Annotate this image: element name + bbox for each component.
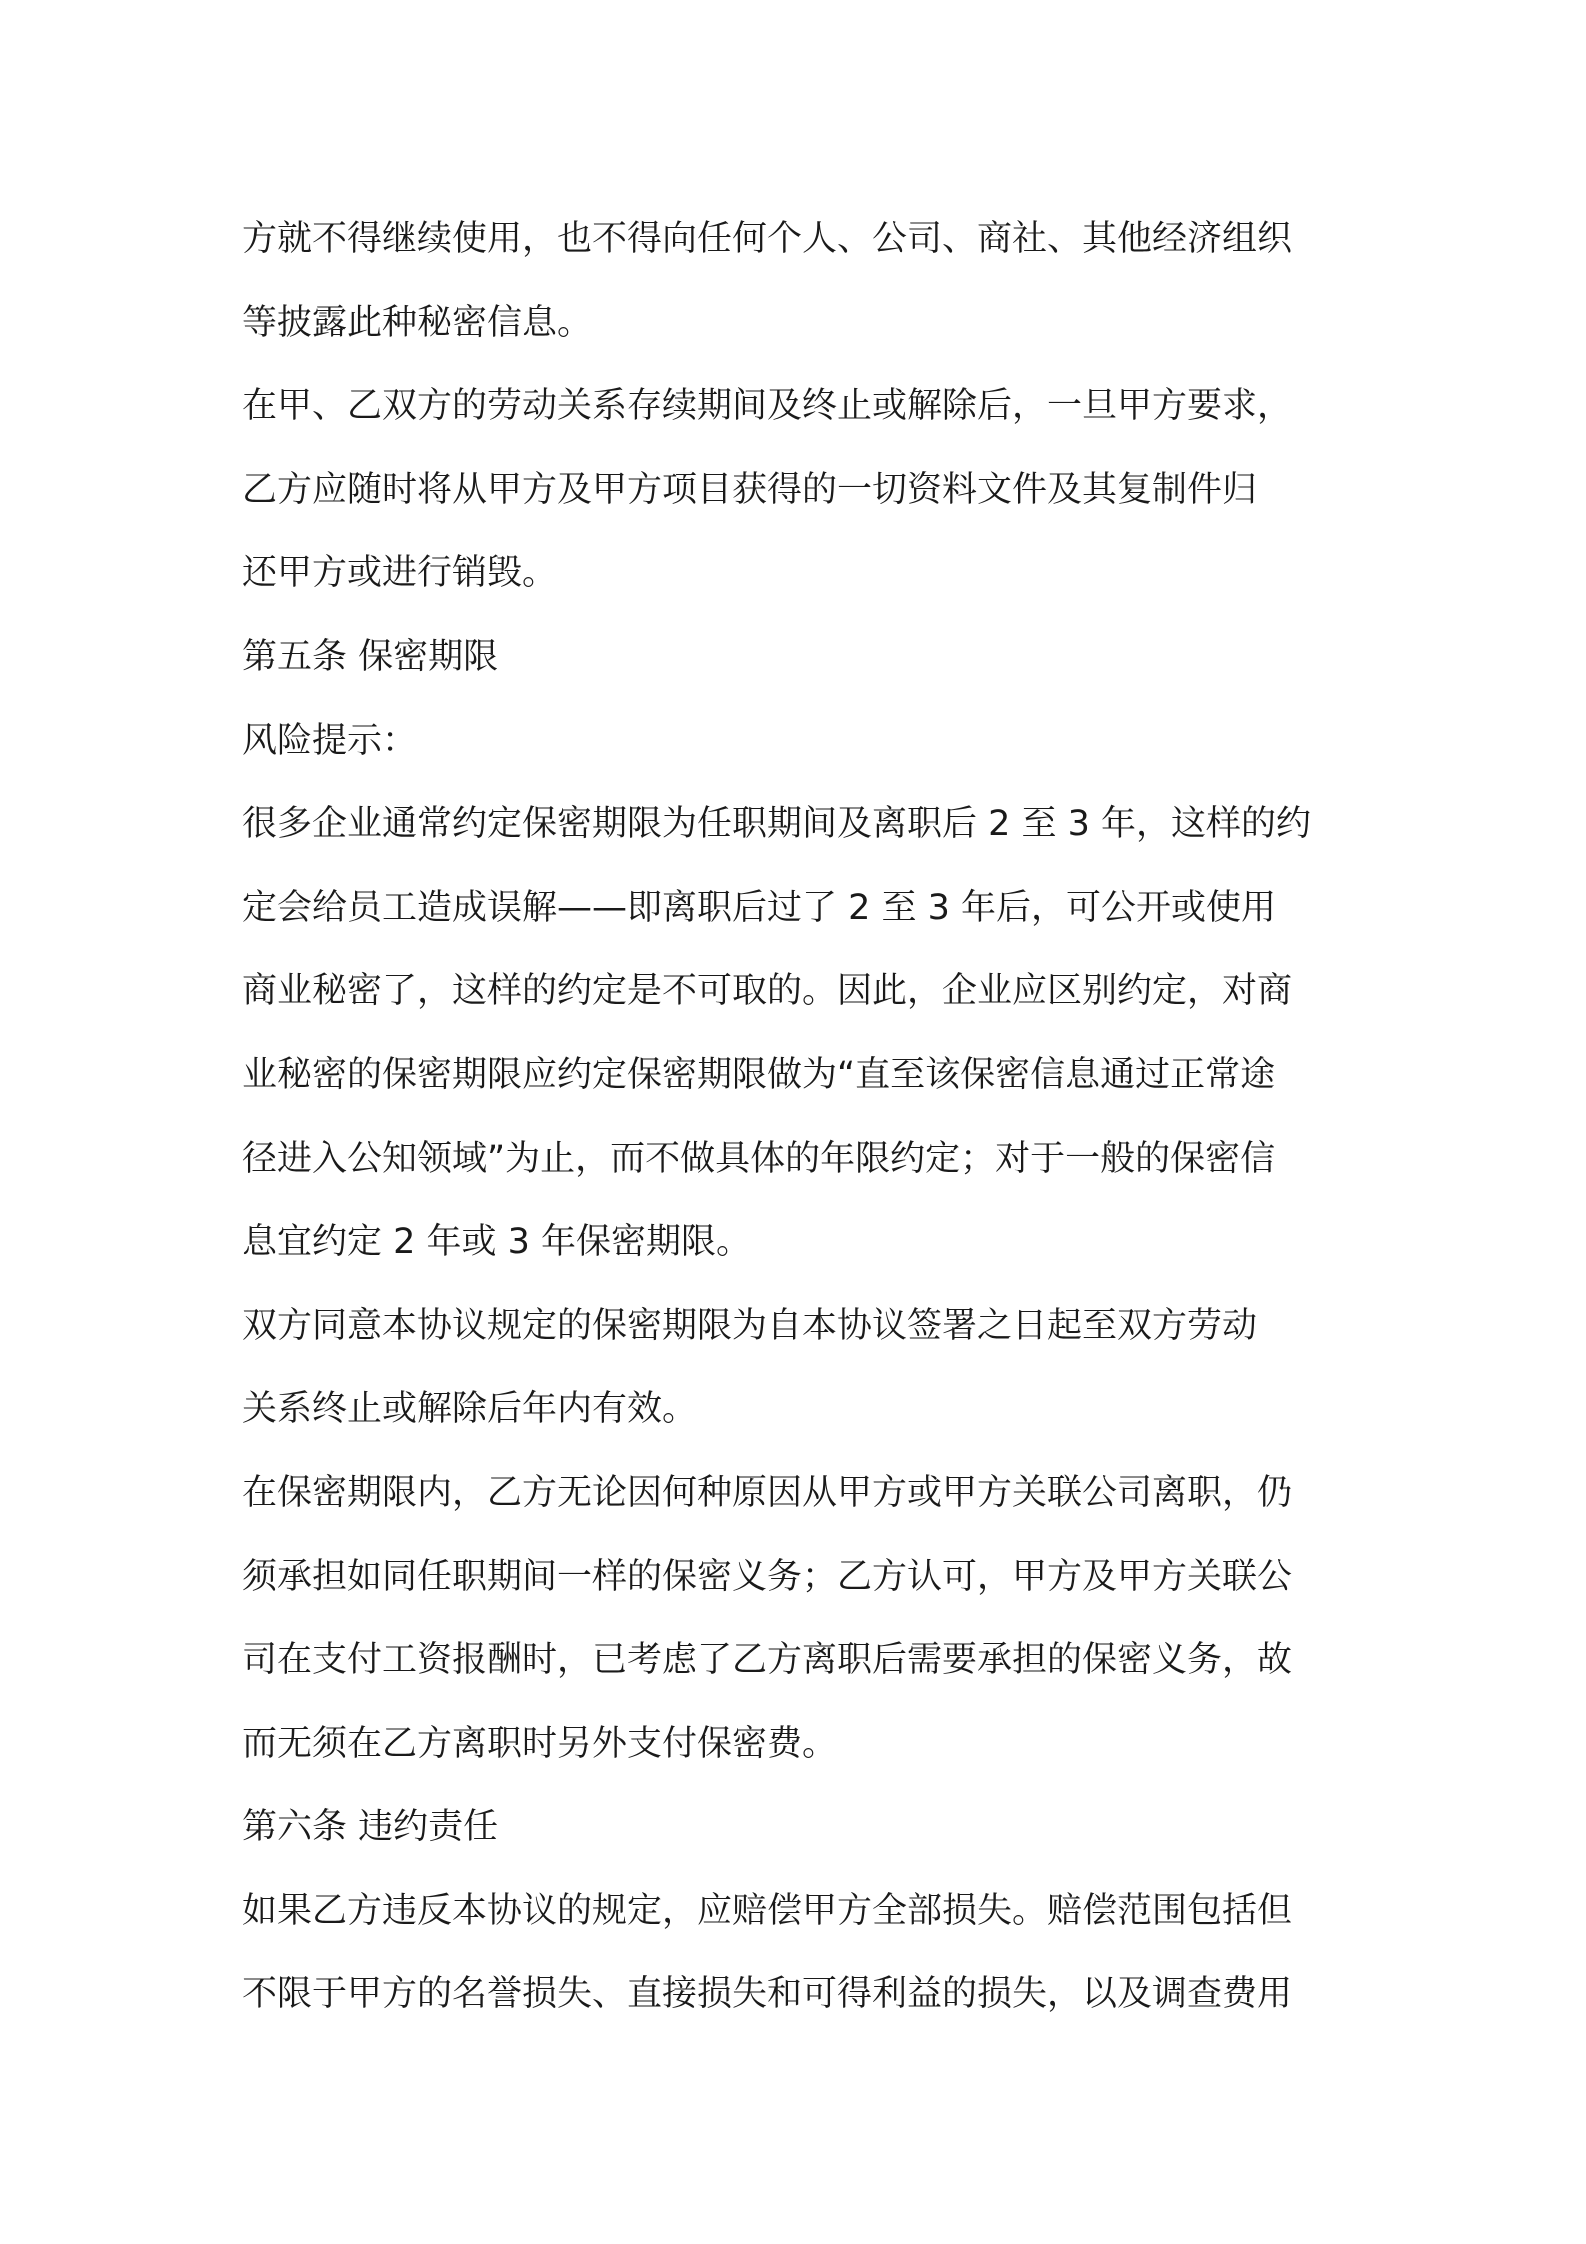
text-line: 方就不得继续使用，也不得向任何个人、公司、商社、其他经济组织 bbox=[242, 219, 1293, 259]
document-body bbox=[242, 198, 1357, 2037]
text-line: 很多企业通常约定保密期限为任职期间及离职后 2 至 3 年，这样的约 bbox=[242, 804, 1312, 845]
text-line: 双方同意本协议规定的保密期限为自本协议签署之日起至双方劳动 bbox=[242, 1305, 1258, 1346]
section-heading-article-6: 第六条 违约责任 bbox=[242, 1807, 499, 1848]
text-line: 商业秘密了，这样的约定是不可取的。因此，企业应区别约定，对商 bbox=[242, 971, 1293, 1012]
section-heading-article-5: 第五条 保密期限 bbox=[242, 636, 499, 677]
text-line: 不限于甲方的名誉损失、直接损失和可得利益的损失，以及调查费用 bbox=[242, 1974, 1293, 2015]
text-line: 而无须在乙方离职时另外支付保密费。 bbox=[242, 1723, 838, 1764]
text-line: 径进入公知领域”为止，而不做具体的年限约定；对于一般的保密信 bbox=[242, 1138, 1276, 1179]
text-line: 在保密期限内，乙方无论因何种原因从甲方或甲方关联公司离职，仍 bbox=[242, 1472, 1293, 1513]
text-line: 司在支付工资报酬时，已考虑了乙方离职后需要承担的保密义务，故 bbox=[242, 1640, 1293, 1681]
text-line: 关系终止或解除后年内有效。 bbox=[242, 1389, 698, 1430]
text-line: 在甲、乙双方的劳动关系存续期间及终止或解除后，一旦甲方要求， bbox=[242, 386, 1293, 427]
text-line: 息宜约定 2 年或 3 年保密期限。 bbox=[242, 1222, 752, 1263]
text-line: 如果乙方违反本协议的规定，应赔偿甲方全部损失。赔偿范围包括但 bbox=[242, 1890, 1293, 1931]
text-line: 等披露此种秘密信息。 bbox=[242, 302, 593, 343]
text-line: 还甲方或进行销毁。 bbox=[242, 553, 558, 594]
text-line: 定会给员工造成误解——即离职后过了 2 至 3 年后，可公开或使用 bbox=[242, 887, 1277, 928]
text-line: 须承担如同任职期间一样的保密义务；乙方认可，甲方及甲方关联公 bbox=[242, 1556, 1293, 1597]
risk-tip-heading: 风险提示： bbox=[242, 720, 418, 761]
text-line: 乙方应随时将从甲方及甲方项目获得的一切资料文件及其复制件归 bbox=[242, 469, 1258, 510]
text-line: 业秘密的保密期限应约定保密期限做为“直至该保密信息通过正常途 bbox=[242, 1054, 1276, 1095]
